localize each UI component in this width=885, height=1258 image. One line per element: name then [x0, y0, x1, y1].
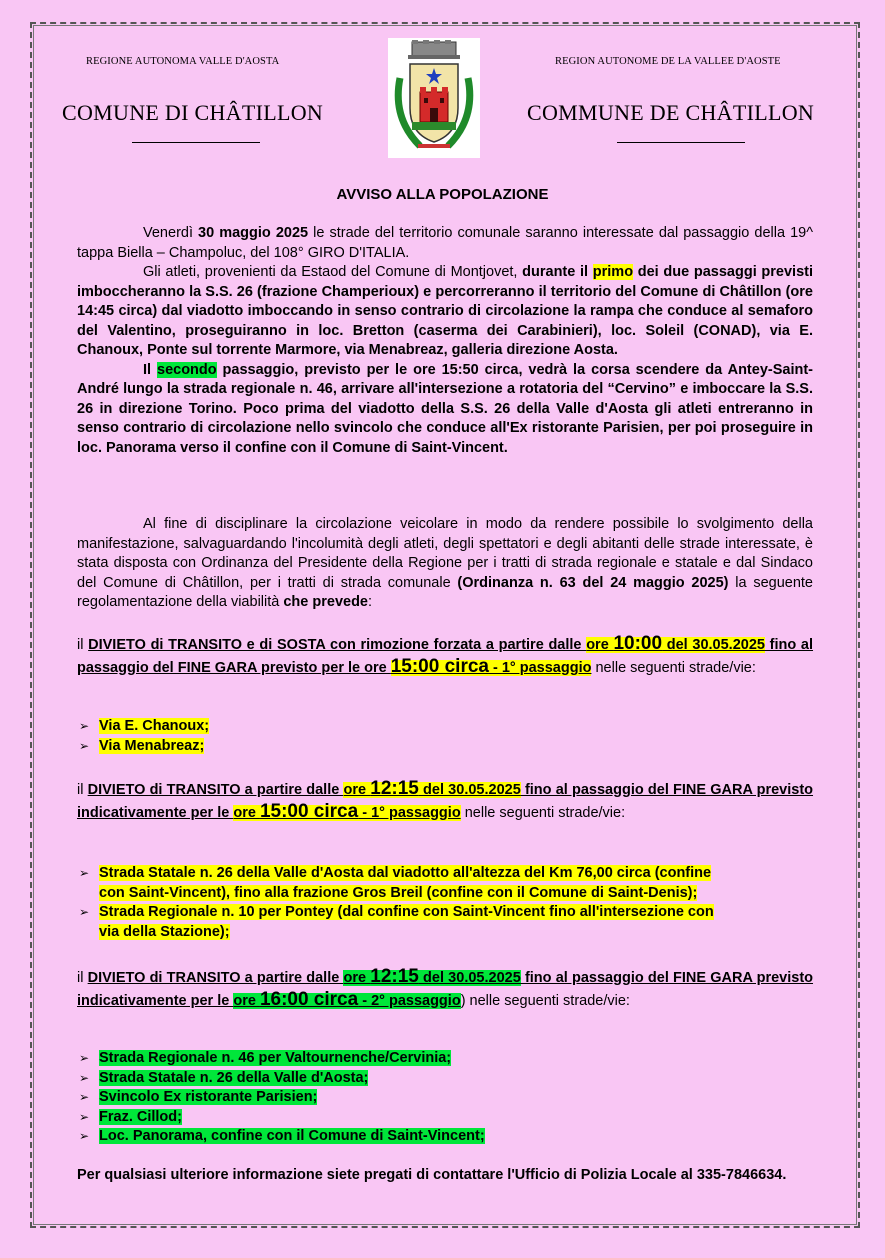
section-3: il DIVIETO di TRANSITO a partire dalle ore 12:15 del 30.05.2025 fino al passaggio del FINE GARA previsto indicativamente per le ore 16:00 circa - 2° passaggio) nelle seguenti strade/vie: — [77, 966, 814, 1010]
paragraph-1: Venerdì 30 maggio 2025 le strade del territorio comunale saranno interessate dal passaggio della 19^ tappa Biella – Champoluc, del 108° GIRO D'ITALIA. Gli atleti, provenienti da Estaod del Comune di Montjovet, durante il primo dei due passaggi previsti imboccheranno la S.S. 26 (frazione Champerioux) e percorreranno il territorio del Comune di Châtillon (ore 14:45 circa) dal viadotto imboccando in senso contrario di circolazione la rampa che conduce al semaforo del Valentino, proseguiranno in loc. Bretton (caserma dei Carabinieri), loc. Soleil (CONAD), via E. Chanoux, Ponte sul torrente Marmore, via Menabreaz, galleria direzione Aosta. Il secondo passaggio, previsto per le ore 15:50 circa, vedrà la corsa scendere da Antey-Saint-André lungo la strada regionale n. 46, arrivare all'intersezione a rotatoria del “Cervino” e imboccare la S.S. 26 in direzione Torino. Poco prima del viadotto della S.S. 26 della Valle d'Aosta gli atleti entreranno in senso contrario di circolazione nello svincolo che conduce all'Ex ristorante Parisien, per poi proseguire in loc. Panorama verso il confine con il Comune di Saint-Vincent. — [77, 225, 814, 456]
list-item: ➢ Via E. Chanoux; — [77, 717, 209, 737]
region-it: REGIONE AUTONOMA VALLE D'AOSTA — [86, 56, 280, 67]
list-item-cont: via della Stazione); — [99, 923, 230, 940]
highlight-primo: primo — [592, 264, 634, 280]
rule-left — [132, 142, 260, 143]
section-1: il DIVIETO di TRANSITO e di SOSTA con rimozione forzata a partire dalle ore 10:00 del 30.05.2025 fino al passaggio del FINE GARA previsto per le ore 15:00 circa - 1° passaggio nelle seguenti strade/vie: — [77, 633, 814, 677]
section-2: il DIVIETO di TRANSITO a partire dalle ore 12:15 del 30.05.2025 fino al passaggio del FINE GARA previsto indicativamente per le ore 15:00 circa - 1° passaggio nelle seguenti strade/vie: — [77, 778, 814, 822]
list-item: ➢ Strada Statale n. 26 della Valle d'Aosta; — [77, 1069, 485, 1089]
highlight-secondo: secondo — [157, 361, 217, 378]
region-fr: REGION AUTONOME DE LA VALLEE D'AOSTE — [555, 56, 781, 67]
list-item: ➢ Via Menabreaz; — [77, 737, 209, 757]
comune-it: COMUNE DI CHÂTILLON — [62, 100, 324, 125]
list-item: ➢ Strada Regionale n. 46 per Valtournenche/Cervinia; — [77, 1049, 485, 1069]
list-item-cont: con Saint-Vincent), fino alla frazione Gros Breil (confine con il Comune di Saint-Denis); — [99, 884, 698, 901]
list-item: ➢ Fraz. Cillod; — [77, 1108, 485, 1128]
footer-contact: Per qualsiasi ulteriore informazione siete pregati di contattare l'Ufficio di Polizia Locale al 335-7846634. — [77, 1167, 787, 1183]
page-border-inner — [33, 25, 857, 1225]
list-item: ➢ Strada Statale n. 26 della Valle d'Aosta dal viadotto all'altezza del Km 76,00 circa (confine — [77, 864, 817, 884]
comune-fr: COMMUNE DE CHÂTILLON — [527, 100, 815, 125]
paragraph-ordinanza: Al fine di disciplinare la circolazione veicolare in modo da rendere possibile lo svolgimento della manifestazione, salvaguardando l'incolumità degli atleti, degli spettatori e degli abitanti delle strade interessate, è stata disposta con Ordinanza del Presidente della Regione per i tratti di strada regionale e statale e dal Sindaco del Comune di Châtillon, per i tratti di strada comunale (Ordinanza n. 63 del 24 maggio 2025) la seguente regolamentazione della viabilità che prevede: — [77, 516, 813, 610]
rule-right — [617, 142, 745, 143]
list-item: ➢ Loc. Panorama, confine con il Comune di Saint-Vincent; — [77, 1127, 485, 1147]
list-3 — [77, 1049, 485, 1147]
page-title: AVVISO ALLA POPOLAZIONE — [336, 186, 549, 203]
coat-of-arms-icon — [388, 38, 480, 158]
list-2 — [77, 864, 817, 942]
list-item: ➢ Svincolo Ex ristorante Parisien; — [77, 1088, 485, 1108]
list-item: ➢ Strada Regionale n. 10 per Pontey (dal confine con Saint-Vincent fino all'intersezione con — [77, 903, 817, 923]
list-1 — [77, 717, 209, 756]
